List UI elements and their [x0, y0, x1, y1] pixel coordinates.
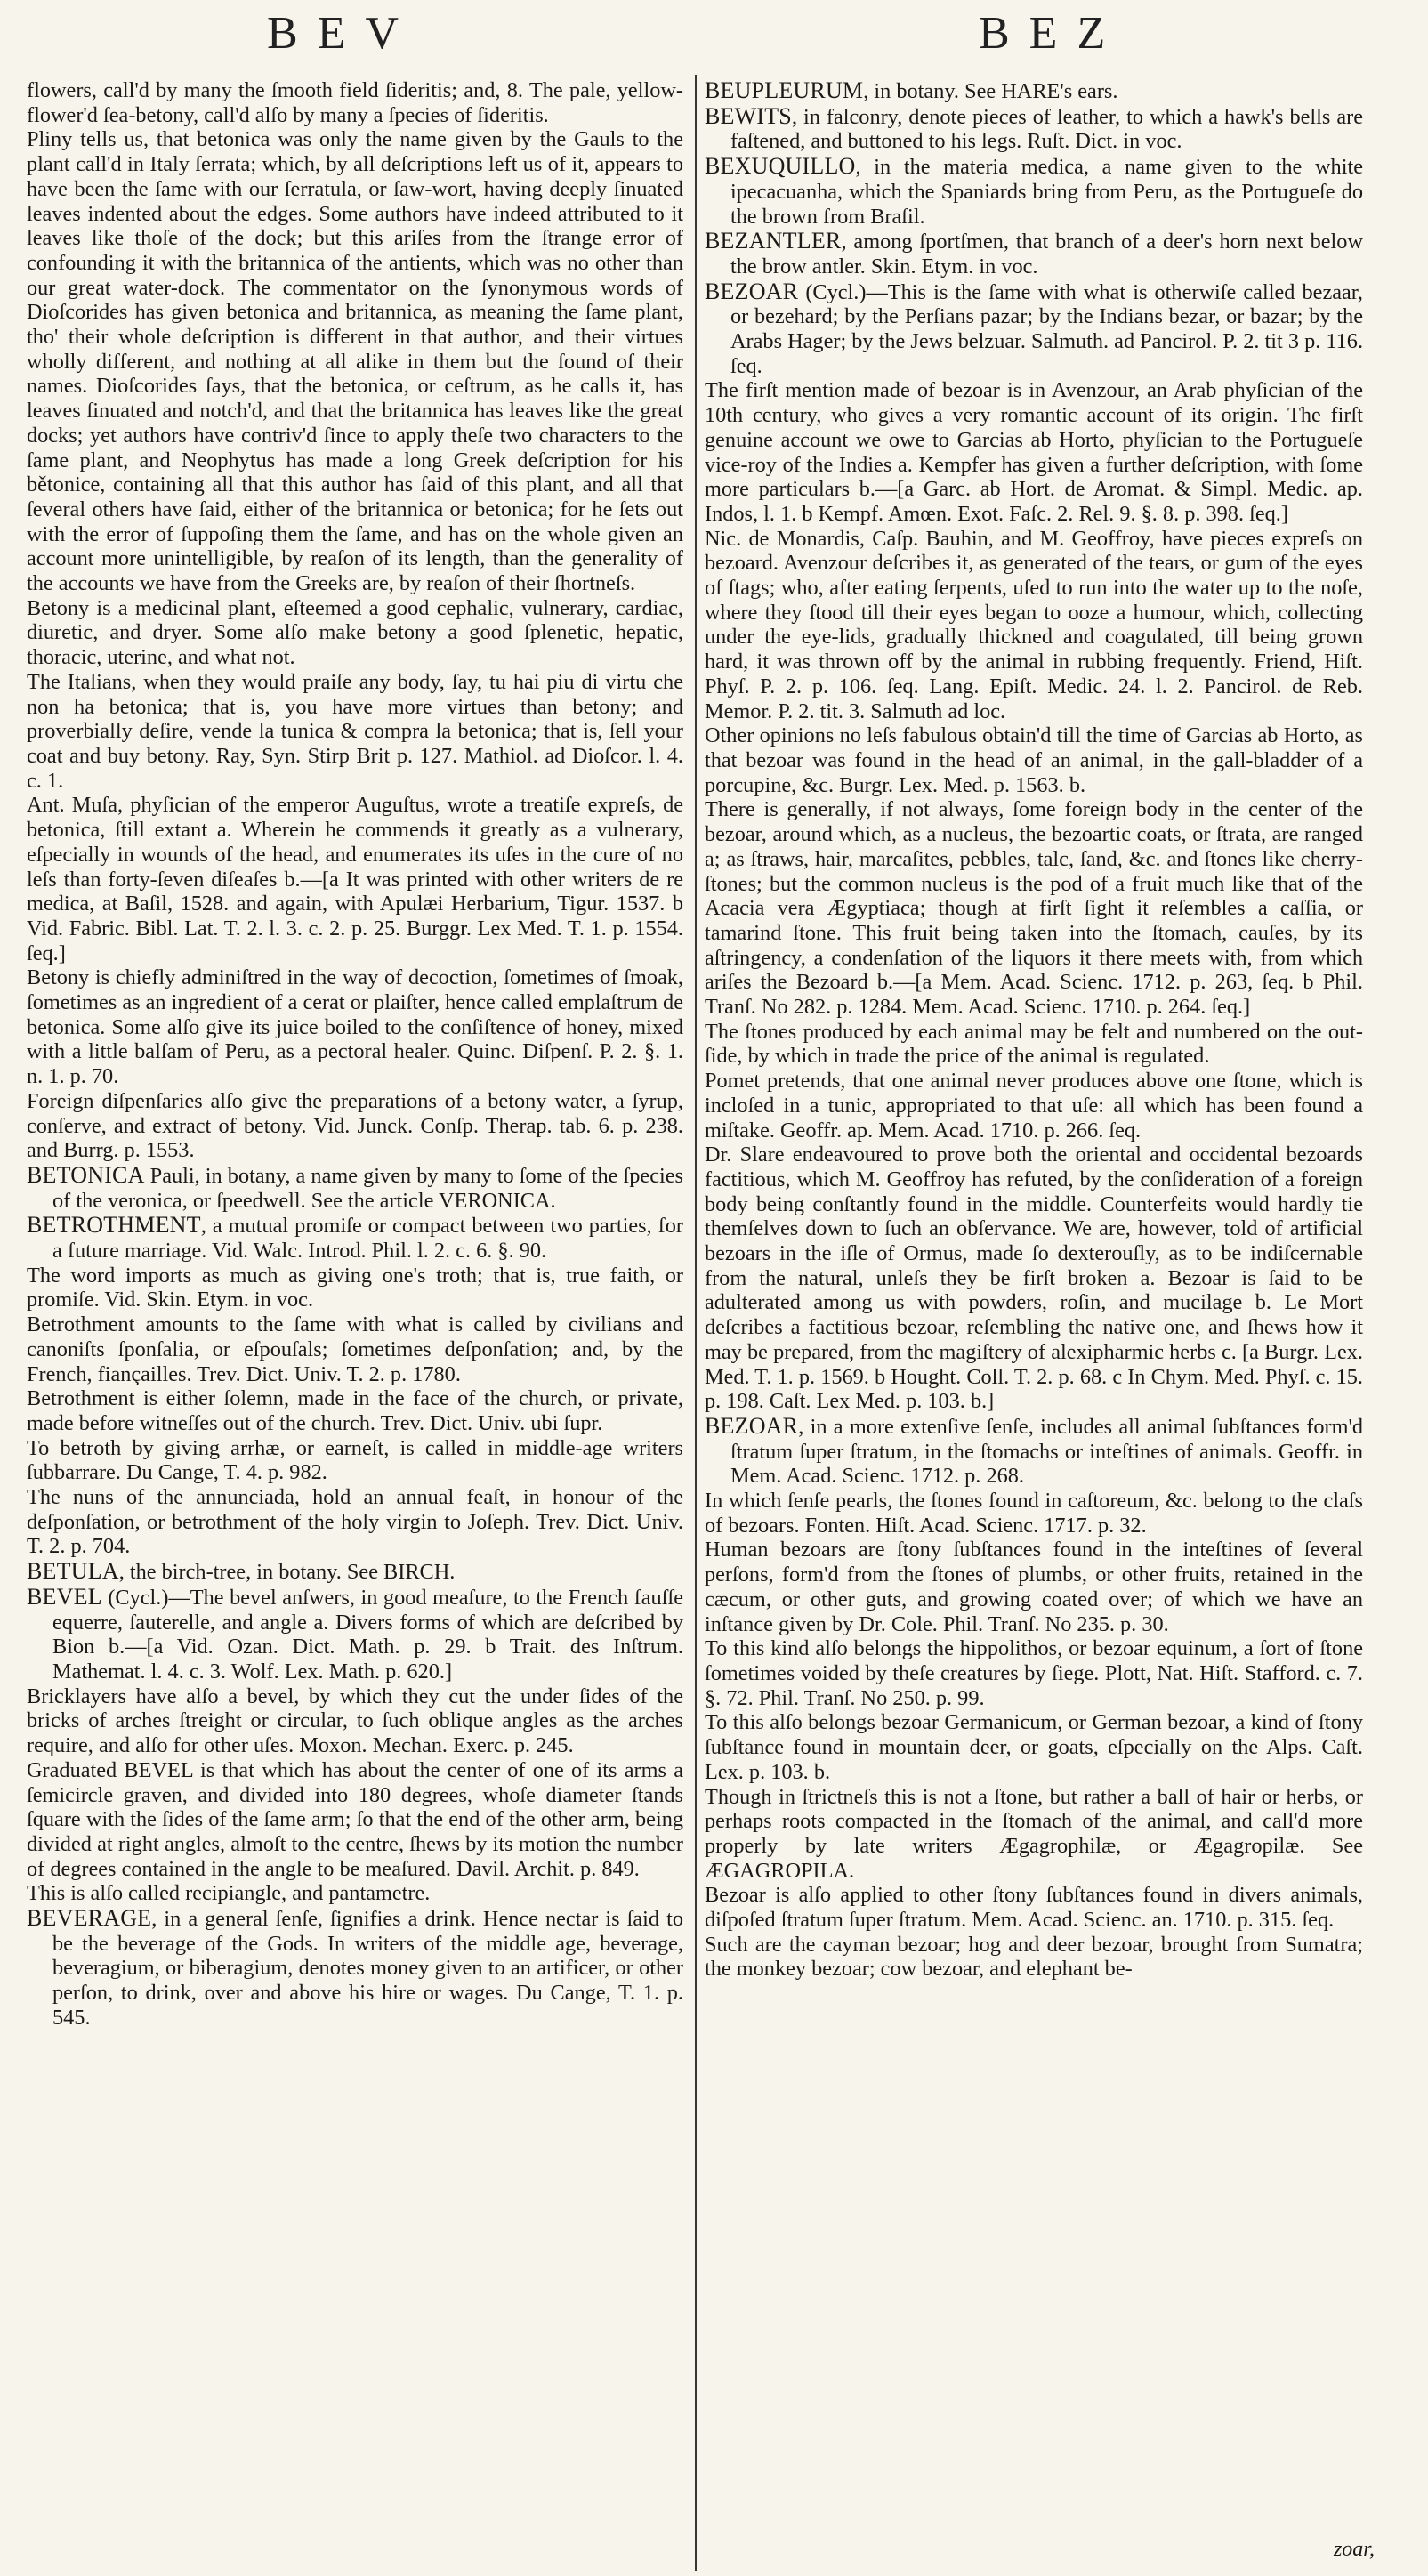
entry-text: , among ſportſmen, that branch of a deer's horn next below the brow antler. Skin. Etym. in voc.	[730, 230, 1363, 279]
entry-text: Pomet pretends, that one animal never produces above one ſtone, which is incloſed in a tunic, appropriated to that uſe: all which has been found a miſtake. Geoffr. ap. Mem. Acad. 1710. p. 266. ſeq.	[705, 1069, 1363, 1143]
entry-text: Such are the cayman bezoar; hog and deer bezoar, brought from Sumatra; the monkey bezoar; cow bezoar, and elephant be-	[705, 1932, 1363, 1982]
entry-text: Betony is a medicinal plant, eſteemed a good cephalic, vulnerary, cardiac, diuretic, and dryer. Some alſo make betony a good ſplenetic, hepatic, thoracic, uterine, and what not.	[27, 595, 683, 670]
paragraph	[705, 723, 1363, 797]
entry-text: Bricklayers have alſo a bevel, by which they cut the under ſides of the bricks of arches ſtreight or circular, to ſuch oblique angles as the arches require, and alſo for other uſes. Moxon. Mechan. Exerc. p. 245.	[27, 1684, 683, 1758]
entry-text: , in botany. See HARE's ears.	[863, 79, 1118, 103]
right-column	[705, 78, 1363, 2570]
entry-text: Foreign diſpenſaries alſo give the preparations of a betony water, a ſyrup, conſerve, and extract of betony. Vid. Junck. Conſp. Therap. tab. 6. p. 238. and Burrg. p. 1553.	[27, 1088, 683, 1163]
entry-headword: BEXUQUILLO	[705, 153, 856, 180]
entry-headword: BEWITS	[705, 102, 792, 129]
paragraph	[27, 1386, 683, 1435]
paragraph	[705, 1710, 1363, 1784]
paragraph	[705, 1883, 1363, 1932]
entry-headword: BEUPLEURUM	[705, 78, 864, 103]
entry-text: To this alſo belongs bezoar Germanicum, or German bezoar, a kind of ſtony ſubſtance found in mountain deer, or goats, eſpecially on the Alps. Caſt. Lex. p. 103. b.	[705, 1710, 1363, 1784]
entry-headword: BEZOAR	[705, 1412, 799, 1439]
entry-text: , a mutual promiſe or compact between two parties, for a future marriage. Vid. Walc. Introd. Phil. l. 2. c. 6. §. 90.	[52, 1214, 683, 1264]
paragraph	[27, 1312, 683, 1386]
paragraph	[705, 1143, 1363, 1414]
paragraph	[705, 1933, 1363, 1982]
paragraph	[705, 1785, 1363, 1884]
running-head-right: BEZ	[979, 8, 1125, 59]
paragraph	[27, 1485, 683, 1559]
entry-text: Nic. de Monardis, Caſp. Bauhin, and M. Geoffroy, have pieces expreſs on bezoard. Avenzour deſcribes it, as generated of the tears, or gum of the eyes of ſtags; who, after eating ſerpents, uſed to run into the water up to the noſe, where they ſtood till their eyes began to ooze a humour, which, collecting under the eye-lids, gradually thickned and coagulated, till being grown hard, it was thrown off by the animal in rubbing frequently. Friend, Hiſt. Phyſ. P. 2. p. 106. ſeq. Lang. Epiſt. Medic. 24. l. 2. Pancirol. de Reb. Memor. P. 2. tit. 3. Salmuth ad loc.	[705, 526, 1363, 723]
entry-text: To this kind alſo belongs the hippolithos, or bezoar equinum, a ſort of ſtone ſometimes voided by theſe creatures by ſiege. Plott, Nat. Hiſt. Stafford. c. 7. §. 72. Phil. Tranſ. No 250. p. 99.	[705, 1636, 1363, 1710]
paragraph	[27, 1684, 683, 1758]
entry-text: In which ſenſe pearls, the ſtones found in caſtoreum, &c. belong to the claſs of bezoars. Fonten. Hiſt. Acad. Scienc. 1717. p. 32.	[705, 1489, 1363, 1538]
paragraph	[27, 1758, 683, 1882]
entry-text: , in falconry, denote pieces of leather, to which a hawk's bells are faſtened, and buttoned to his legs. Ruſt. Dict. in voc.	[730, 104, 1363, 154]
running-head-left: BEV	[267, 8, 418, 59]
paragraph	[705, 1020, 1363, 1069]
paragraph	[705, 1489, 1363, 1538]
dictionary-entry	[705, 1414, 1363, 1489]
entry-text: , in the materia medica, a name given to the white ipecacuanha, which the Spaniards bring from Peru, as the Portugueſe do the brown from Braſil.	[730, 155, 1363, 229]
catchword: zoar,	[1333, 2538, 1375, 2561]
dictionary-entry	[705, 104, 1363, 154]
dictionary-entry	[27, 1559, 683, 1585]
paragraph	[27, 1436, 683, 1485]
entry-headword: BEZANTLER	[705, 228, 842, 254]
paragraph	[27, 596, 683, 670]
entry-text: Other opinions no leſs fabulous obtain'd till the time of Garcias ab Horto, as that bezoar was found in the head of an animal, in the gall-bladder of a porcupine, &c. Burgr. Lex. Med. p. 1563. b.	[705, 723, 1363, 797]
entry-text: flowers, call'd by many the ſmooth field ſideritis; and, 8. The pale, yellow-flower'd ſea-betony, call'd alſo by many a ſpecies of ſideritis.	[27, 78, 683, 127]
entry-text: Betrothment is either ſolemn, made in the face of the church, or private, made before witneſſes out of the church. Trev. Dict. Univ. ubi ſupr.	[27, 1386, 683, 1435]
paragraph	[705, 1538, 1363, 1636]
entry-headword: BEVEL	[27, 1583, 102, 1610]
paragraph	[27, 127, 683, 595]
dictionary-entry	[27, 1906, 683, 2031]
entry-text: Dr. Slare endeavoured to prove both the oriental and occidental bezoards factitious, which M. Geoffroy has refuted, by the conſideration of a foreign body being conſtantly found in the middle. Counterfeits would hardly tie themſelves down to ſuch an obſervance. We are, however, told of artificial bezoars in the iſle of Ormus, made ſo dexterouſly, as to be indiſcernable from the natural, unleſs they be firſt broken a. Bezoar is ſaid to be adulterated among us with powders, roſin, and mucilage b. Le Mort deſcribes a factitious bezoar, reſembling the native one, and ſhews how it may be prepared, from the magiſtery of alexipharmic herbs c. [a Burgr. Lex. Med. T. 1. p. 1569. b Hought. Coll. T. 2. p. 68. c In Chym. Med. Phyſ. c. 15. p. 198. Caſt. Lex Med. p. 103. b.]	[705, 1143, 1363, 1414]
dictionary-entry	[705, 229, 1363, 279]
entry-text: To betroth by giving arrhæ, or earneſt, is called in middle-age writers ſubbarrare. Du Cange, T. 4. p. 982.	[27, 1435, 683, 1485]
dictionary-entry	[705, 78, 1363, 104]
paragraph	[27, 793, 683, 965]
dictionary-entry	[27, 1163, 683, 1213]
dictionary-entry	[705, 279, 1363, 379]
paragraph	[705, 797, 1363, 1019]
entry-text: The firſt mention made of bezoar is in Avenzour, an Arab phyſician of the 10th century, who gives a very romantic account of its origin. The firſt genuine account we owe to Garcias ab Horto, phyſician to the Portugueſe vice-roy of the Indies a. Kempfer has given a further deſcription, with ſome more particulars b.—[a Garc. ab Hort. de Aromat. & Simpl. Medic. ap. Indos, l. 1. b Kempf. Amœn. Exot. Faſc. 2. Rel. 9. §. 8. p. 398. ſeq.]	[705, 378, 1363, 526]
entry-text: , the birch-tree, in botany. See BIRCH.	[118, 1560, 456, 1585]
entry-text: The ſtones produced by each animal may be felt and numbered on the out-ſide, by which in trade the price of the animal is regulated.	[705, 1019, 1363, 1069]
entry-headword: BETULA	[27, 1558, 119, 1585]
paragraph	[705, 527, 1363, 724]
paragraph	[27, 1089, 683, 1163]
entry-text: The nuns of the annunciada, hold an annual feaſt, in honour of the deſponſation, or betrothment of the holy virgin to Joſeph. Trev. Dict. Univ. T. 2. p. 704.	[27, 1485, 683, 1559]
entry-headword: BEVERAGE	[27, 1905, 152, 1932]
entry-text: (Cycl.)—This is the ſame with what is otherwiſe called bezaar, or bezehard; by the Perſians pazar; by the Indians bezar, or bazar; by the Arabs Hager; by the Jews belzuar. Salmuth. ad Pancirol. P. 2. tit 3 p. 116. ſeq.	[730, 279, 1363, 378]
paragraph	[705, 1636, 1363, 1710]
entry-text: , in a general ſenſe, ſignifies a drink. Hence nectar is ſaid to be the beverage of the Gods. In writers of the middle age, beverage, beveragium, or biberagium, denotes money given to an artificer, or other perſon, to drink, over and above his hire or wages. Du Cange, T. 1. p. 545.	[52, 1907, 683, 2030]
entry-headword: BETROTHMENT	[27, 1212, 201, 1239]
entry-text: Betony is chiefly adminiſtred in the way of decoction, ſometimes of ſmoak, ſometimes as an ingredient of a cerat or plaiſter, hence called emplaſtrum de betonica. Some alſo give its juice boiled to the conſiſtence of honey, mixed with a little balſam of Peru, as a pectoral healer. Quinc. Diſpenſ. P. 2. §. 1. n. 1. p. 70.	[27, 965, 683, 1089]
column-divider	[695, 75, 697, 2571]
entry-headword: BETONICA	[27, 1161, 145, 1188]
entry-text: Pauli, in botany, a name given by many to ſome of the ſpecies of the veronica, or ſpeedwell. See the article VERONICA.	[52, 1163, 683, 1213]
entry-headword: BEZOAR	[705, 278, 799, 304]
left-column	[27, 78, 683, 2570]
entry-text: This is alſo called recipiangle, and pantametre.	[27, 1881, 431, 1906]
paragraph	[27, 1881, 683, 1906]
dictionary-entry	[27, 1213, 683, 1263]
entry-text: Ant. Muſa, phyſician of the emperor Auguſtus, wrote a treatiſe expreſs, de betonica, ſtill extant a. Wherein he commends it greatly as a vulnerary, eſpecially in wounds of the head, and enumerates its uſes in the cure of no leſs than forty-ſeven diſeaſes b.—[a It was printed with other writers de re medica, at Baſil, 1528. and again, with Apulæi Herbarium, Tigur. 1537. b Vid. Fabric. Bibl. Lat. T. 2. l. 3. c. 2. p. 25. Burggr. Lex Med. T. 1. p. 1554. ſeq.]	[27, 793, 683, 965]
entry-text: There is generally, if not always, ſome foreign body in the center of the bezoar, around which, as a nucleus, the bezoartic coats, or ſtrata, are ranged a; as ſtraws, hair, marcaſites, pebbles, talc, ſand, &c. and ſtones like cherry-ſtones; but the common nucleus is the pod of a fruit much like that of the Acacia vera Ægyptiaca; though at firſt ſight it reſembles a caſſia, or tamarind ſtone. This fruit being taken into the ſtomach, cauſes, by its aſtringency, a condenſation of the liquors it there meets with, from which ariſes the Bezoard b.—[a Mem. Acad. Scienc. 1712. p. 263, ſeq. b Phil. Tranſ. No 282. p. 1284. Mem. Acad. Scienc. 1710. p. 264. ſeq.]	[705, 797, 1363, 1020]
entry-text: Betrothment amounts to the ſame with what is called by civilians and canoniſts ſponſalia, or eſpouſals; ſometimes deſponſation; and, by the French, fiançailles. Trev. Dict. Univ. T. 2. p. 1780.	[27, 1312, 683, 1386]
entry-text: Graduated BEVEL is that which has about the center of one of its arms a ſemicircle graven, and divided into 180 degrees, whoſe diameter ſtands ſquare with the ſides of the ſame arm; ſo that the end of the other arm, being divided at right angles, almoſt to the centre, ſhews by its motion the number of degrees contained in the angle to be meaſured. Davil. Archit. p. 849.	[27, 1757, 683, 1881]
entry-text: Though in ſtrictneſs this is not a ſtone, but rather a ball of hair or herbs, or perhaps roots compacted in the ſtomach of the animal, and call'd more properly by late writers Ægagrophilæ, or Ægagropilæ. See ÆGAGROPILA.	[705, 1784, 1363, 1883]
entry-text: (Cycl.)—The bevel anſwers, in good meaſure, to the French fauſſe equerre, ſauterelle, and angle a. Divers forms of which are deſcribed by Bion b.—[a Vid. Ozan. Dict. Math. p. 29. b Trait. des Inſtrum. Mathemat. l. 4. c. 3. Wolf. Lex. Math. p. 620.]	[52, 1585, 683, 1684]
entry-text: The Italians, when they would praiſe any body, ſay, tu hai piu di virtu che non ha betonica; that is, you have more virtues than betony; and proverbially deſire, vende la tunica & compra la betonica; that is, ſell your coat and buy betony. Ray, Syn. Stirp Brit p. 127. Mathiol. ad Dioſcor. l. 4. c. 1.	[27, 669, 683, 793]
paragraph	[27, 78, 683, 127]
paragraph	[705, 378, 1363, 526]
dictionary-entry	[705, 154, 1363, 229]
entry-text: Pliny tells us, that betonica was only the name given by the Gauls to the plant call'd in Italy ſerrata; which, by all deſcriptions left us of it, appears to have been the ſame with our ſerratula, or ſaw-wort, having deeply ſinuated leaves indented about the edges. Some authors have indeed attributed to it leaves like thoſe of the dock; but this ariſes from the ſtrange error of confounding it with the britannica of the antients, which was no other than our great water-dock. The commentator on the ſynonymous words of Dioſcorides has given betonica and britannica, as meaning the ſame plant, tho' their whole deſcription is different in that author, and their virtues wholly different, and nothing at all alike in them but the ſound of their names. Dioſcorides ſays, that the betonica, or ceſtrum, as he calls it, has leaves ſinuated and notch'd, and that the britannica has leaves like the great docks; yet authors have contriv'd ſince to apply theſe two characters to the ſame plant, and Neophytus has made a long Greek deſcription for his bětonice, containing all that this author has ſaid of this plant, and all that ſeveral others have ſaid, either of the britannica or betonica; for he ſets out with the error of ſuppoſing them the ſame, and has on the whole given an account more unintelligible, by reaſon of its length, than the generality of the accounts we have from the Greeks are, by reaſon of their ſhortneſs.	[27, 127, 683, 596]
paragraph	[27, 1264, 683, 1312]
entry-text: Human bezoars are ſtony ſubſtances found in the inteſtines of ſeveral perſons, form'd from the ſtones of plumbs, or other fruits, retained in the cæcum, or other guts, and growing coated over; of which we have an inſtance given by Dr. Cole. Phil. Tranſ. No 235. p. 30.	[705, 1538, 1363, 1636]
paragraph	[27, 670, 683, 794]
entry-text: Bezoar is alſo applied to other ſtony ſubſtances found in divers animals, diſpoſed ſtratum ſuper ſtratum. Mem. Acad. Scienc. an. 1710. p. 315. ſeq.	[705, 1883, 1363, 1933]
dictionary-entry	[27, 1585, 683, 1684]
paragraph	[27, 965, 683, 1089]
paragraph	[705, 1069, 1363, 1143]
entry-text: The word imports as much as giving one's troth; that is, true faith, or promiſe. Vid. Skin. Etym. in voc.	[27, 1263, 683, 1312]
entry-text: , in a more extenſive ſenſe, includes all animal ſubſtances form'd ſtratum ſuper ſtratum, in the ſtomachs or inteſtines of animals. Geoffr. in Mem. Acad. Scienc. 1712. p. 268.	[730, 1414, 1363, 1489]
